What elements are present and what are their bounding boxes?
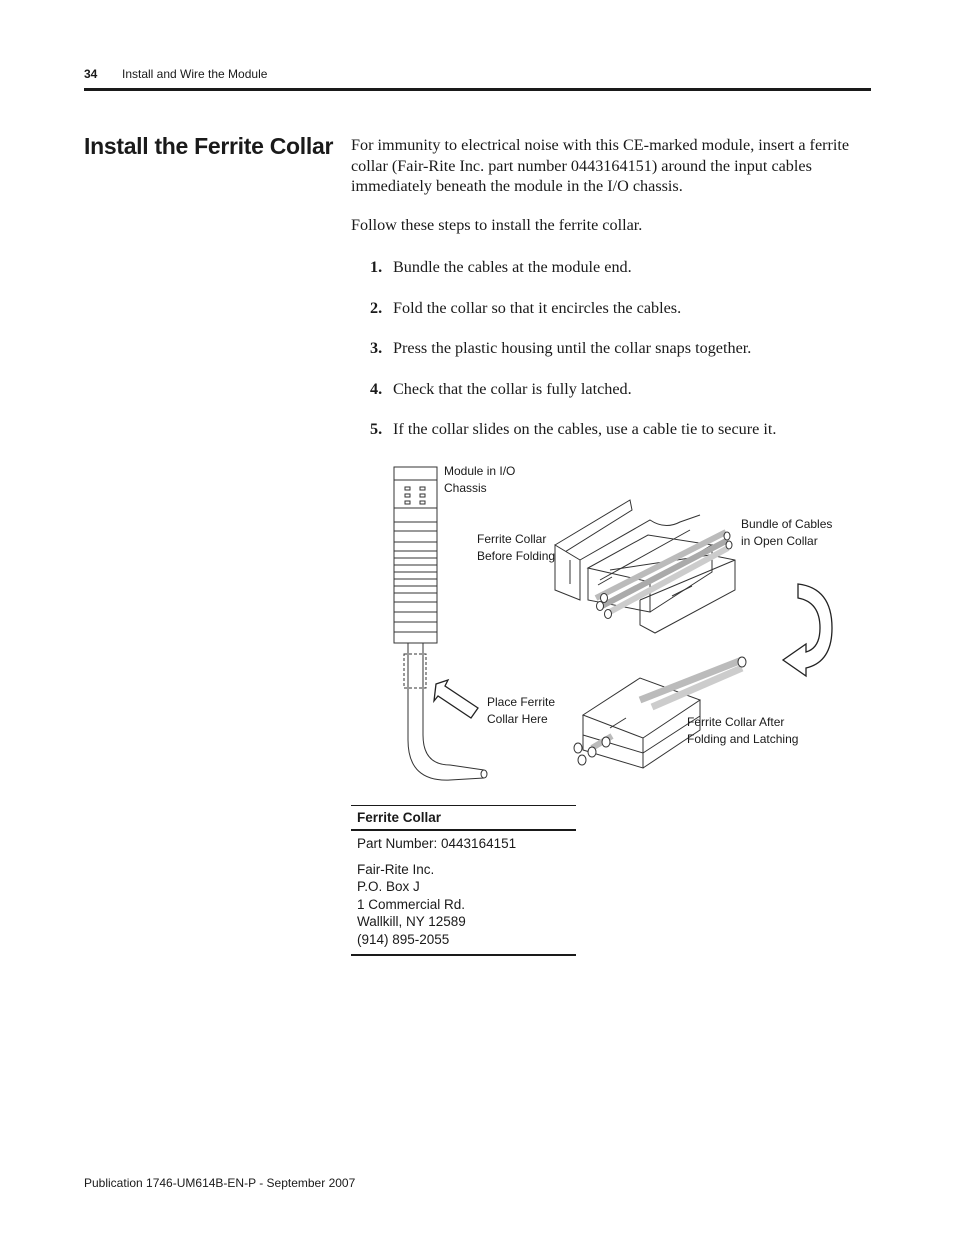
step-4 <box>370 379 632 399</box>
label-line: Chassis <box>444 481 487 495</box>
address-line: (914) 895-2055 <box>357 931 450 947</box>
page-number: 34 <box>84 67 98 81</box>
intro-paragraph: For immunity to electrical noise with this CE-marked module, insert a ferrite collar (Fair-Rite Inc. part number 0443164151) around the input cables immediately beneath the module in the I/O chassis. <box>351 136 850 195</box>
address-line: 1 Commercial Rd. <box>357 896 466 912</box>
label-module <box>444 463 515 497</box>
label-line: Ferrite Collar After <box>687 715 785 729</box>
step-5 <box>370 419 776 439</box>
step-number: 4. <box>370 380 383 398</box>
step-number: 2. <box>370 299 383 317</box>
header-rule <box>84 88 871 91</box>
label-place-here <box>487 694 555 728</box>
step-text: Press the plastic housing until the collar snaps together. <box>393 339 752 357</box>
step-text: Check that the collar is fully latched. <box>393 380 632 398</box>
ferrite-collar-table <box>351 805 576 956</box>
label-line: in Open Collar <box>741 534 818 548</box>
step-number: 1. <box>370 258 383 276</box>
step-text: Bundle the cables at the module end. <box>393 258 632 276</box>
label-after-folding <box>687 714 798 748</box>
label-line: Module in I/O <box>444 464 516 478</box>
label-line: Folding and Latching <box>687 732 799 746</box>
step-number: 3. <box>370 339 383 357</box>
fold-arrow-icon <box>783 584 832 676</box>
label-before-folding <box>477 531 555 565</box>
step-number: 5. <box>370 420 383 438</box>
section-title: Install the Ferrite Collar <box>84 133 334 159</box>
label-line: Place Ferrite <box>487 695 556 709</box>
label-line: Bundle of Cables <box>741 517 833 531</box>
io-module-drawing <box>394 467 437 643</box>
publication-footer: Publication 1746-UM614B-EN-P - September 2007 <box>84 1176 356 1190</box>
label-line: Collar Here <box>487 712 548 726</box>
label-line: Ferrite Collar <box>477 532 547 546</box>
table-heading: Ferrite Collar <box>351 806 576 831</box>
step-1 <box>370 257 632 277</box>
open-collar-drawing <box>555 500 735 633</box>
label-bundle <box>741 516 832 550</box>
address-line: Wallkill, NY 12589 <box>357 914 466 929</box>
steps-lead-in: Follow these steps to install the ferrite collar. <box>351 216 643 234</box>
running-title: Install and Wire the Module <box>122 67 268 81</box>
step-3 <box>370 338 751 358</box>
part-number: Part Number: 0443164151 <box>357 836 517 851</box>
label-line: Before Folding <box>477 549 556 563</box>
closed-collar-drawing <box>574 657 746 768</box>
address-line: Fair-Rite Inc. <box>357 861 435 877</box>
address-line: P.O. Box J <box>357 879 420 894</box>
step-text: Fold the collar so that it encircles the cables. <box>393 299 682 317</box>
step-text: If the collar slides on the cables, use a cable tie to secure it. <box>393 420 777 438</box>
place-arrow-icon <box>434 680 478 718</box>
step-2 <box>370 298 681 318</box>
